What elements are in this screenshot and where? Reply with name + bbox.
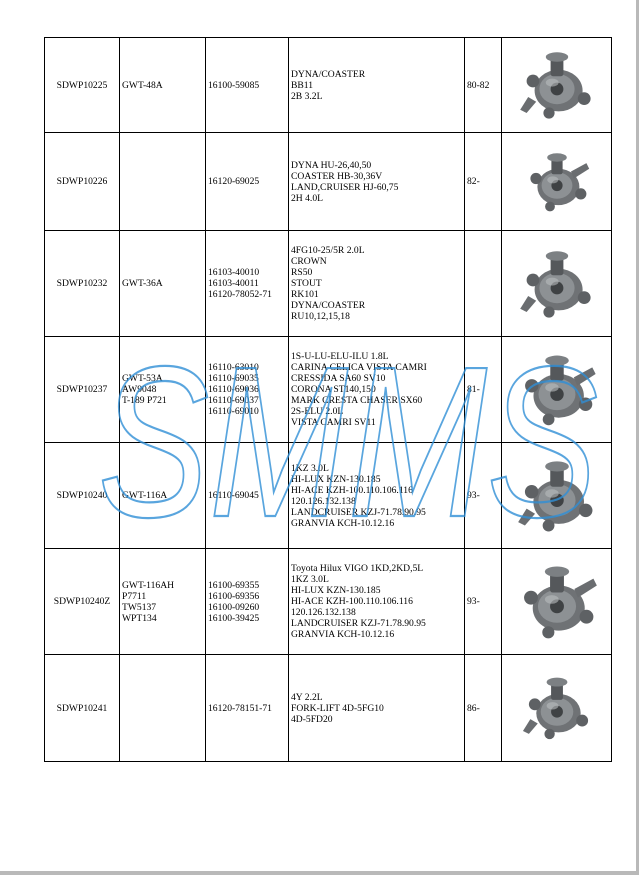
- product-image-cell: [502, 231, 612, 337]
- year-cell: 93-: [465, 549, 502, 655]
- text-line: BB11: [291, 79, 314, 91]
- watermark-text: SMMS: [98, 338, 598, 538]
- vehicle-model-cell: [289, 337, 465, 443]
- text-line: HI-LUX KZN-130.185: [291, 473, 381, 485]
- text-line: 1KZ 3.0L: [291, 574, 329, 585]
- year-cell: 86-: [465, 655, 502, 762]
- year-cell: 82-: [465, 133, 502, 231]
- cross-reference-cell: [120, 231, 206, 337]
- text-line: COASTER HB-30,36V: [291, 170, 383, 182]
- text-line: 16110-69036: [208, 384, 259, 395]
- table-row: [45, 549, 612, 655]
- text-line: CRESSIDA SA60 SV10: [291, 373, 386, 384]
- text-line: GWT-116AH: [122, 579, 175, 591]
- part-code-cell: SDWP10240: [45, 443, 120, 549]
- text-line: DYNA/COASTER: [291, 68, 366, 80]
- text-line: 16110-63010: [208, 362, 259, 373]
- oem-number-cell: [206, 655, 289, 762]
- text-line: 1KZ 3.0L: [291, 462, 329, 474]
- text-line: CARINA CELICA VISTA CAMRI: [291, 362, 427, 373]
- text-line: DYNA/COASTER: [291, 300, 366, 311]
- product-image-cell: [502, 38, 612, 133]
- text-line: GRANVIA KCH-10.12.16: [291, 629, 395, 640]
- text-line: CORONA ST140,150: [291, 384, 376, 395]
- part-code-cell: SDWP10237: [45, 337, 120, 443]
- text-line: VISTA CAMRI SV11: [291, 417, 376, 428]
- year-cell: [465, 231, 502, 337]
- text-line: GRANVIA KCH-10.12.16: [291, 517, 395, 529]
- cross-reference-cell: [120, 133, 206, 231]
- year-cell: 81-: [465, 337, 502, 443]
- cross-reference-cell: [120, 443, 206, 549]
- cross-reference-cell: [120, 549, 206, 655]
- text-line: 16120-69025: [208, 176, 260, 187]
- oem-number-cell: [206, 133, 289, 231]
- water-pump-image: [522, 148, 592, 216]
- text-line: 16100-09260: [208, 601, 260, 613]
- part-code-cell: SDWP10241: [45, 655, 120, 762]
- text-line: STOUT: [291, 278, 322, 289]
- table-row: [45, 655, 612, 762]
- text-line: TW5137: [122, 601, 157, 613]
- text-line: 4Y 2.2L: [291, 691, 323, 703]
- part-code-cell: SDWP10225: [45, 38, 120, 133]
- text-line: GWT-53A: [122, 373, 163, 384]
- text-line: 16120-78151-71: [208, 702, 272, 714]
- text-line: WPT134: [122, 612, 157, 624]
- text-line: RS50: [291, 267, 313, 278]
- text-line: 4D-5FD20: [291, 713, 333, 725]
- text-line: 4FG10-25/5R 2.0L: [291, 245, 365, 256]
- year-cell: 80-82: [465, 38, 502, 133]
- text-line: CROWN: [291, 256, 327, 267]
- table-row: [45, 38, 612, 133]
- text-line: HI-ACE KZH-100.110.106.116: [291, 484, 413, 496]
- text-line: 16110-69010: [208, 406, 259, 417]
- table-row: [45, 231, 612, 337]
- water-pump-image: [513, 458, 601, 534]
- text-line: GWT-36A: [122, 278, 163, 289]
- vehicle-model-cell: [289, 549, 465, 655]
- vehicle-model-cell: [289, 231, 465, 337]
- part-code-cell: SDWP10240Z: [45, 549, 120, 655]
- oem-number-cell: [206, 231, 289, 337]
- text-line: RK101: [291, 289, 319, 300]
- oem-number-cell: [206, 443, 289, 549]
- text-line: HI-ACE KZH-100.110.106.116: [291, 596, 413, 607]
- vehicle-model-cell: [289, 655, 465, 762]
- text-line: 16103-40010: [208, 267, 260, 278]
- text-line: 120.126.132.138: [291, 495, 356, 507]
- oem-number-cell: [206, 337, 289, 443]
- text-line: 16100-59085: [208, 79, 260, 91]
- parts-table-body: [45, 38, 612, 762]
- text-line: LANDCRUISER KZJ-71.78.90.95: [291, 506, 426, 518]
- text-line: 2B 3.2L: [291, 90, 323, 102]
- text-line: 2H 4.0L: [291, 192, 323, 204]
- water-pump-image: [520, 670, 594, 746]
- product-image-cell: [502, 337, 612, 443]
- text-line: 1S-U-LU-ELU-ILU 1.8L: [291, 351, 389, 362]
- text-line: 2S-ELU 2.0L: [291, 406, 344, 417]
- table-row: [45, 443, 612, 549]
- product-image-cell: [502, 549, 612, 655]
- text-line: LAND,CRUISER HJ-60,75: [291, 181, 399, 193]
- text-line: 16103-40011: [208, 278, 259, 289]
- text-line: T-189 P721: [122, 395, 167, 406]
- table-row: [45, 133, 612, 231]
- cross-reference-cell: [120, 38, 206, 133]
- text-line: 16110-69037: [208, 395, 259, 406]
- part-code-cell: SDWP10232: [45, 231, 120, 337]
- table-row: [45, 337, 612, 443]
- product-image-cell: [502, 443, 612, 549]
- text-line: P7711: [122, 590, 147, 602]
- product-image-cell: [502, 655, 612, 762]
- water-pump-image: [513, 49, 601, 121]
- text-line: 16100-69356: [208, 590, 260, 602]
- year-cell: 93-: [465, 443, 502, 549]
- oem-number-cell: [206, 549, 289, 655]
- vehicle-model-cell: [289, 133, 465, 231]
- cross-reference-cell: [120, 337, 206, 443]
- oem-number-cell: [206, 38, 289, 133]
- text-line: 16120-78052-71: [208, 289, 272, 300]
- text-line: GWT-48A: [122, 79, 163, 91]
- text-line: 16110-69045: [208, 490, 259, 501]
- parts-table: [44, 37, 612, 762]
- water-pump-image: [515, 351, 599, 429]
- part-code-cell: SDWP10226: [45, 133, 120, 231]
- text-line: 120.126.132.138: [291, 607, 356, 618]
- text-line: MARK CRESTA CHASER SX60: [291, 395, 423, 406]
- cross-reference-cell: [120, 655, 206, 762]
- text-line: RU10,12,15,18: [291, 311, 350, 322]
- vehicle-model-cell: [289, 443, 465, 549]
- text-line: 16100-39425: [208, 612, 260, 624]
- text-line: Toyota Hilux VIGO 1KD,2KD,5L: [291, 563, 424, 574]
- text-line: DYNA HU-26,40,50: [291, 159, 372, 171]
- text-line: 16110-69035: [208, 373, 259, 384]
- text-line: 16100-69355: [208, 579, 260, 591]
- text-line: AW9048: [122, 384, 157, 395]
- text-line: HI-LUX KZN-130.185: [291, 585, 381, 596]
- water-pump-image: [516, 248, 598, 320]
- text-line: FORK-LIFT 4D-5FG10: [291, 702, 384, 714]
- vehicle-model-cell: [289, 38, 465, 133]
- text-line: LANDCRUISER KZJ-71.78.90.95: [291, 618, 426, 629]
- product-image-cell: [502, 133, 612, 231]
- water-pump-image: [512, 563, 602, 641]
- text-line: GWT-116A: [122, 490, 168, 501]
